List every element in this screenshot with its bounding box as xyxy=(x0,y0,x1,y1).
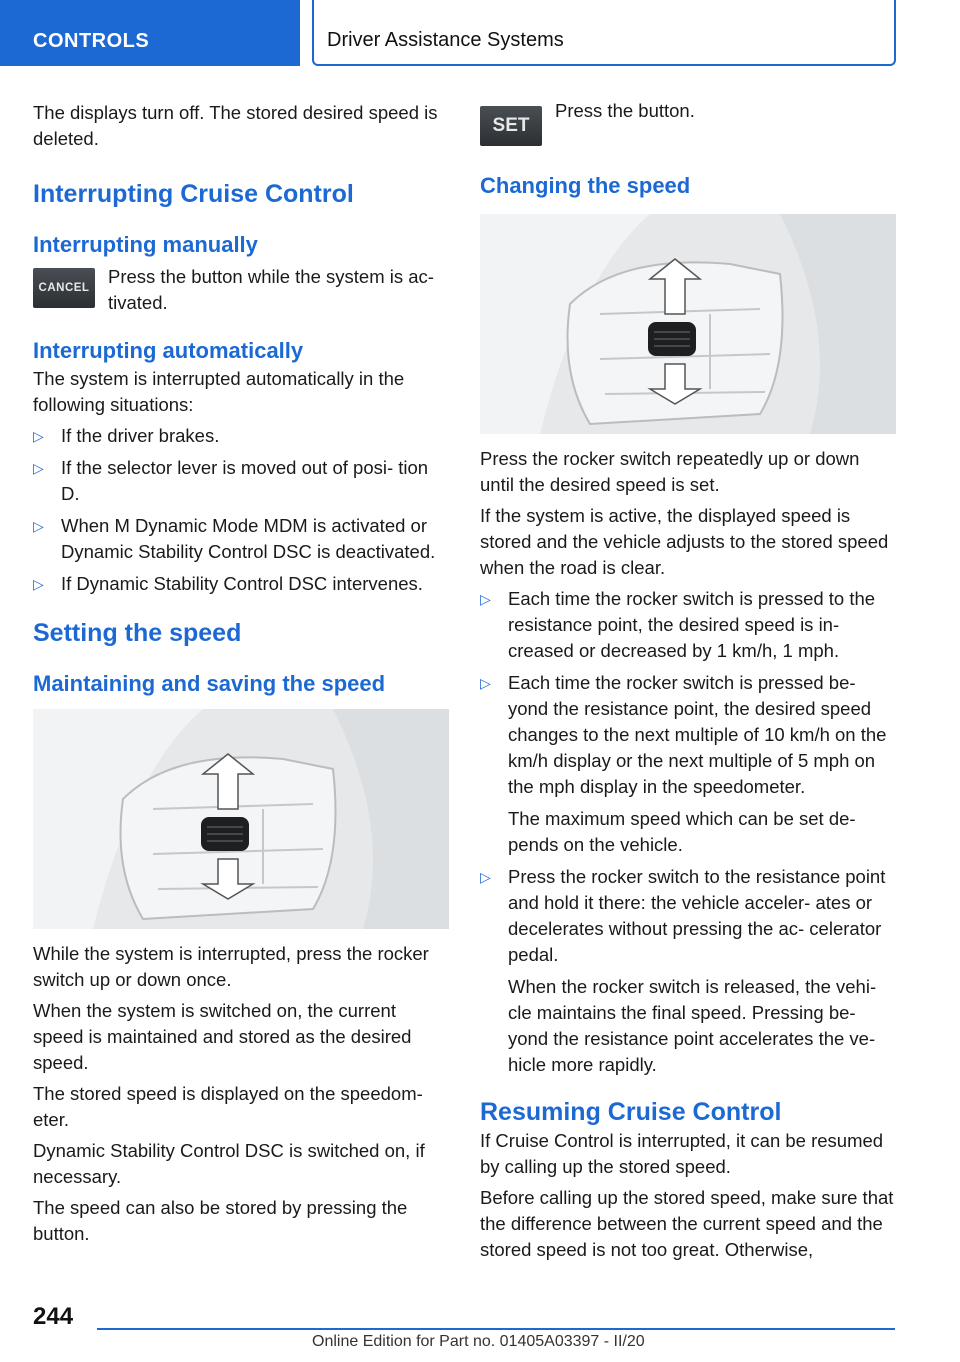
cancel-instruction-text: Press the button while the system is ac‐ tivated. xyxy=(108,266,434,313)
edition-text: Online Edition for Part no. 01405A03397 - II/20 xyxy=(312,1333,645,1350)
chapter-title: Driver Assistance Systems xyxy=(327,29,564,51)
para-press-rocker-once: While the system is interrupted, press the rocker switch up or down once. xyxy=(33,943,429,990)
para-store-by-button: The speed can also be stored by pressing the button. xyxy=(33,1197,408,1244)
para-resume-stored: If Cruise Control is interrupted, it can be resumed by calling up the stored speed. xyxy=(480,1130,884,1177)
para-resume-check: Before calling up the stored speed, make sure that the difference between the current speed and the stored speed is not too great. Otherwise, xyxy=(480,1187,894,1260)
para-system-active: If the system is active, the displayed speed is stored and the vehicle adjusts to the stored speed when the road is clear. xyxy=(480,505,889,578)
list-item-note: When the rocker switch is released, the vehi‐ cle maintains the final speed. Pressing be‐ yond the resistance point accelerates the ve‐ hicle more rapidly. xyxy=(508,976,877,1075)
intro-text: The displays turn off. The stored desired speed is deleted. xyxy=(33,102,438,149)
list-item: ▷ If Dynamic Stability Control DSC intervenes. xyxy=(33,571,449,597)
heading-setting-speed: Setting the speed xyxy=(33,619,242,647)
heading-interrupting-automatically: Interrupting automatically xyxy=(33,338,304,363)
rocker-switch-illustration-2 xyxy=(480,214,896,434)
triangle-right-icon: ▷ xyxy=(33,576,44,592)
chapter-title-box xyxy=(312,0,896,66)
set-button-image: SET xyxy=(480,106,542,146)
triangle-right-icon: ▷ xyxy=(480,675,491,691)
triangle-right-icon: ▷ xyxy=(480,869,491,885)
list-item: ▷ Each time the rocker switch is pressed be‐ yond the resistance point, the desired speed changes to the next multiple of 10 km/h on the km/h display or the next multiple of 5 mph on the mph display in the speedometer. The maximum speed which can be set de‐ pends on the vehicle. xyxy=(480,670,896,858)
left-column xyxy=(33,100,449,1252)
heading-changing-speed: Changing the speed xyxy=(480,173,691,198)
section-label: CONTROLS xyxy=(33,30,150,52)
set-instruction xyxy=(480,98,896,148)
right-column xyxy=(480,100,896,1268)
para-stored-speed-displayed: The stored speed is displayed on the speedom‐ eter. xyxy=(33,1083,423,1130)
list-item: ▷ If the selector lever is moved out of posi‐ tion D. xyxy=(33,457,429,504)
cancel-instruction xyxy=(33,264,449,316)
section-tab xyxy=(0,0,300,66)
heading-interrupting-manually: Interrupting manually xyxy=(33,232,258,257)
automatically-text: The system is interrupted automatically in the following situations: xyxy=(33,368,405,415)
auto-list xyxy=(33,423,449,597)
set-instruction-text: Press the button. xyxy=(555,100,695,121)
heading-interrupting: Interrupting Cruise Control xyxy=(33,180,354,208)
para-dsc-on: Dynamic Stability Control DSC is switched on, if necessary. xyxy=(33,1140,425,1187)
page-number: 244 xyxy=(33,1303,74,1330)
para-current-speed-maintained: When the system is switched on, the current speed is maintained and stored as the desired speed. xyxy=(33,1000,412,1073)
para-rocker-repeatedly: Press the rocker switch repeatedly up or down until the desired speed is set. xyxy=(480,448,860,495)
footer-rule xyxy=(97,1328,895,1330)
rocker-switch-illustration xyxy=(33,709,449,929)
triangle-right-icon: ▷ xyxy=(33,428,44,444)
triangle-right-icon: ▷ xyxy=(33,460,44,476)
triangle-right-icon: ▷ xyxy=(33,518,44,534)
heading-maintaining: Maintaining and saving the speed xyxy=(33,671,386,696)
heading-resuming: Resuming Cruise Control xyxy=(480,1098,782,1126)
list-item: ▷ Press the rocker switch to the resistance point and hold it there: the vehicle acceler‐ ates or decelerates without pressing the ac‐ celerator pedal. When the rocker switch is released, the vehi‐ cle maintains the final speed. Pressing be‐ yond the resistance point accelerates the ve‐ hicle more rapidly. xyxy=(480,864,896,1078)
triangle-right-icon: ▷ xyxy=(480,591,491,607)
list-item: ▷ When M Dynamic Mode MDM is activated or Dynamic Stability Control DSC is deactivated. xyxy=(33,515,436,562)
cancel-button-image: CANCEL xyxy=(33,268,95,308)
change-speed-list xyxy=(480,586,896,1078)
list-item: ▷ If the driver brakes. xyxy=(33,423,449,449)
list-item-note: The maximum speed which can be set de‐ pends on the vehicle. xyxy=(508,808,856,855)
list-item: ▷ Each time the rocker switch is pressed to the resistance point, the desired speed is in‐ creased or decreased by 1 km/h, 1 mph. xyxy=(480,588,876,661)
steering-wheel-rocker-photo-2 xyxy=(480,214,896,434)
steering-wheel-rocker-photo xyxy=(33,709,449,929)
